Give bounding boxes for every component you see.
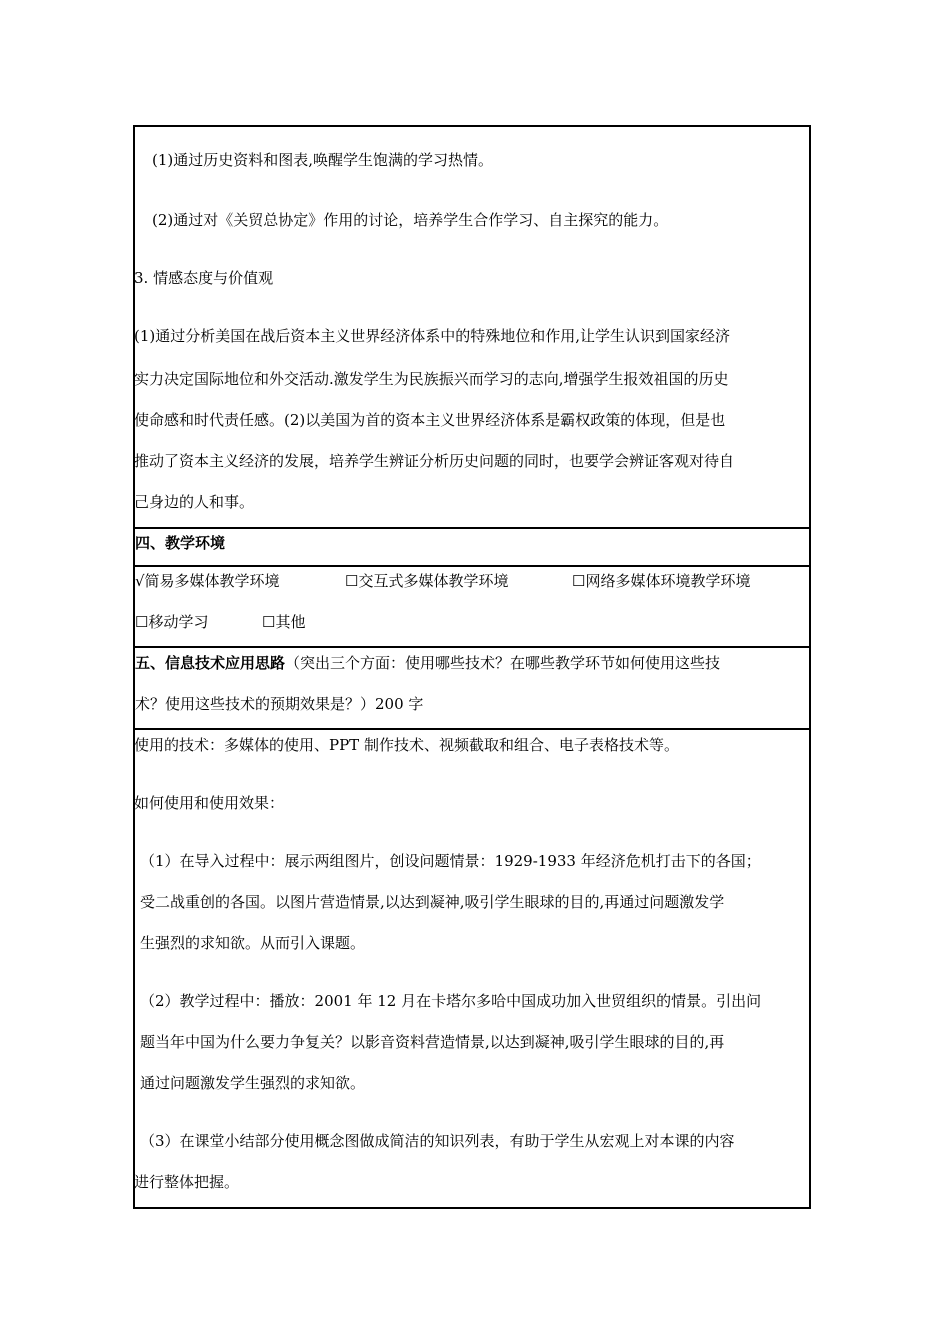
env-option-interactive-multimedia[interactable]: ☐交互式多媒体教学环境 (345, 572, 509, 590)
section5-title-note-line2: 术？使用这些技术的预期效果是？）200 字 (135, 695, 424, 713)
values-heading: 3. 情感态度与价值观 (134, 269, 274, 287)
values-paragraph-line: 实力决定国际地位和外交活动.激发学生为民族振兴而学习的志向,增强学生报效祖国的历史 (134, 370, 729, 388)
usage-item-1-line: 生强烈的求知欲。从而引入课题。 (140, 934, 366, 952)
usage-item-1-line: 受二战重创的各国。以图片营造情景,以达到凝神,吸引学生眼球的目的,再通过问题激发学 (140, 893, 725, 911)
row-divider (133, 565, 811, 567)
section4-title: 四、教学环境 (135, 534, 226, 552)
usage-item-1-line: （1）在导入过程中：展示两组图片，创设问题情景：1929-1933 年经济危机打击下的各国； (140, 852, 761, 870)
row-divider (133, 527, 811, 529)
section5-title: 五、信息技术应用思路 (135, 654, 286, 672)
values-paragraph-line: 使命感和时代责任感。(2)以美国为首的资本主义世界经济体系是霸权政策的体现，但是也 (134, 411, 726, 429)
section5-title-note: （突出三个方面：使用哪些技术？在哪些教学环节如何使用这些技 (285, 654, 721, 672)
objective-process-item-1: (1)通过历史资料和图表,唤醒学生饱满的学习热情。 (152, 151, 494, 169)
env-option-mobile-learning[interactable]: ☐移动学习 (135, 613, 209, 631)
usage-item-3-line: （3）在课堂小结部分使用概念图做成简洁的知识列表，有助于学生从宏观上对本课的内容 (140, 1132, 735, 1150)
objective-process-item-2: (2)通过对《关贸总协定》作用的讨论，培养学生合作学习、自主探究的能力。 (152, 211, 669, 229)
row-divider (133, 646, 811, 648)
env-option-other[interactable]: ☐其他 (262, 613, 306, 631)
tech-used-line: 使用的技术：多媒体的使用、PPT 制作技术、视频截取和组合、电子表格技术等。 (134, 736, 679, 754)
usage-item-2-line: 题当年中国为什么要力争复关？以影音资料营造情景,以达到凝神,吸引学生眼球的目的,再 (140, 1033, 725, 1051)
usage-item-2-line: 通过问题激发学生强烈的求知欲。 (140, 1074, 366, 1092)
env-option-simple-multimedia[interactable]: √简易多媒体教学环境 (135, 572, 280, 590)
usage-item-3-line: 进行整体把握。 (134, 1173, 240, 1191)
row-divider (133, 728, 811, 730)
values-paragraph-line: 己身边的人和事。 (134, 493, 255, 511)
values-paragraph-line: (1)通过分析美国在战后资本主义世界经济体系中的特殊地位和作用,让学生认识到国家经济 (134, 327, 731, 345)
values-paragraph-line: 推动了资本主义经济的发展，培养学生辨证分析历史问题的同时，也要学会辨证客观对待自 (134, 452, 735, 470)
section5-title-line (135, 653, 720, 673)
env-option-network-multimedia[interactable]: ☐网络多媒体环境教学环境 (572, 572, 751, 590)
usage-item-2-line: （2）教学过程中：播放：2001 年 12 月在卡塔尔多哈中国成功加入世贸组织的情景。引出问 (140, 992, 762, 1010)
how-to-use-heading: 如何使用和使用效果： (134, 794, 285, 812)
